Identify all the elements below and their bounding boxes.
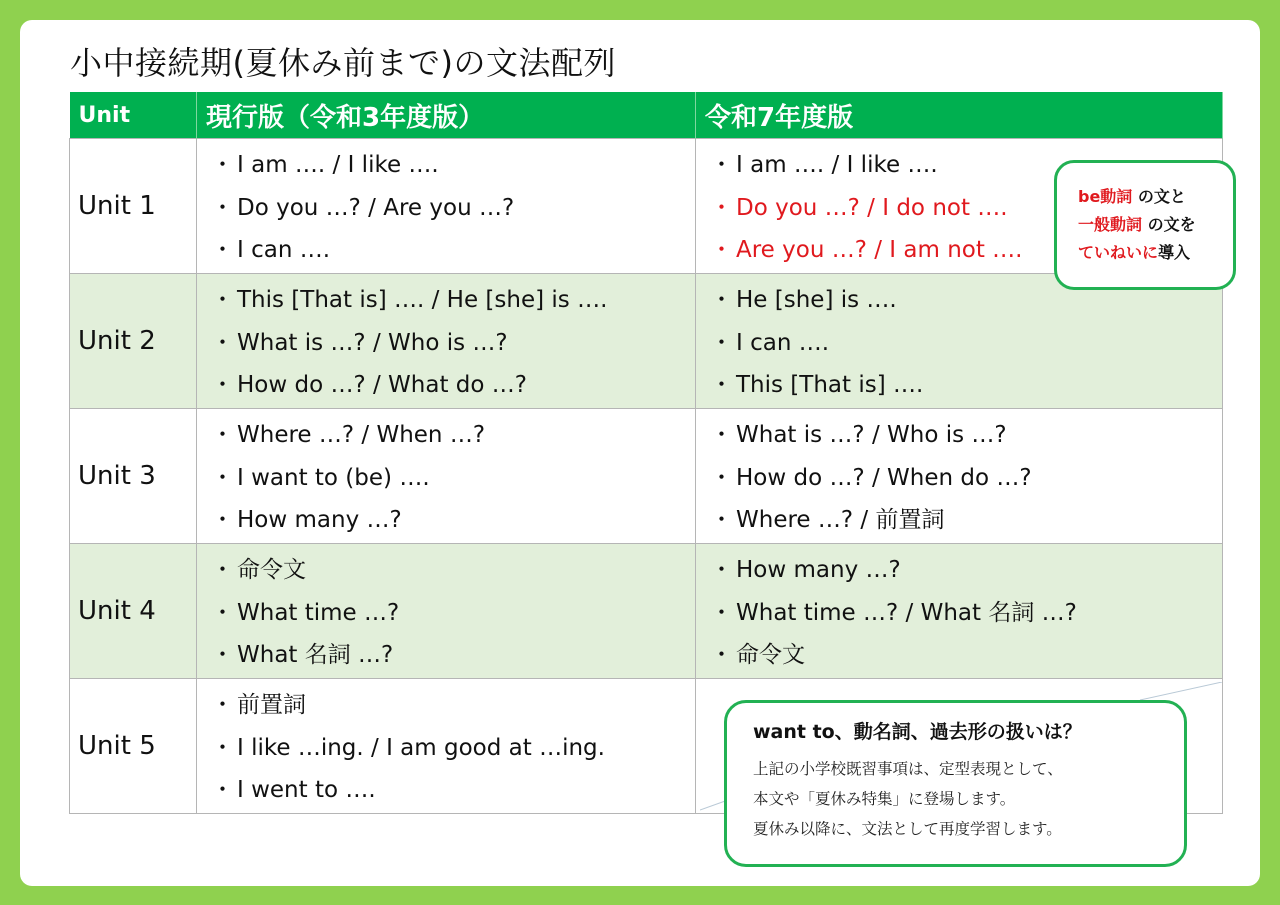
be-verb-callout [1054, 160, 1236, 290]
grammar-item: ・ Where …? / 前置詞 [710, 507, 945, 534]
unit-label: Unit 4 [70, 544, 197, 679]
current-cell [197, 679, 696, 814]
grammar-item-highlight: ・ Are you …? / I am not …. [710, 237, 1023, 264]
header-current-edition: 現行版（令和3年度版） [197, 92, 696, 139]
grammar-item: ・ 命令文 [710, 642, 805, 669]
grammar-item: ・ What time …? / What 名詞 …? [710, 599, 1077, 626]
note-line: 上記の小学校既習事項は、定型表現として、 [753, 760, 1063, 778]
table-row-unit2 [70, 274, 1223, 409]
note-title: want to、動名詞、過去形の扱いは？ [753, 721, 1082, 743]
grammar-item: ・ This [That is] …. / He [she] is …. [211, 287, 608, 314]
page-title: 小中接続期(夏休み前まで)の文法配列 [70, 44, 616, 82]
grammar-item: ・ I can …. [211, 237, 331, 264]
new-cell [696, 544, 1223, 679]
current-cell [197, 139, 696, 274]
grammar-item: ・ This [That is] …. [710, 372, 924, 399]
grammar-item: ・ 前置詞 [211, 692, 306, 719]
grammar-item: ・ I am …. / I like …. [211, 152, 439, 179]
header-unit: Unit [70, 92, 197, 139]
grammar-item: ・ He [she] is …. [710, 287, 897, 314]
grammar-item: ・ Where …? / When …? [211, 422, 486, 449]
table-row-unit3 [70, 409, 1223, 544]
grammar-item: ・ I am …. / I like …. [710, 152, 938, 179]
table-row-unit1 [70, 139, 1223, 274]
grammar-item: ・ How do …? / When do …? [710, 464, 1032, 491]
callout-line: 一般動詞 の文を [1078, 215, 1196, 234]
note-body [753, 754, 1184, 844]
grammar-item: ・ 命令文 [211, 557, 306, 584]
current-cell [197, 544, 696, 679]
grammar-item: ・ What is …? / Who is …? [710, 422, 1007, 449]
grammar-item: ・ What is …? / Who is …? [211, 329, 508, 356]
unit-label: Unit 3 [70, 409, 197, 544]
current-cell [197, 409, 696, 544]
grammar-item: ・ How do …? / What do …? [211, 372, 527, 399]
grammar-item-highlight: ・ Do you …? / I do not …. [710, 194, 1008, 221]
note-line: 本文や「夏休み特集」に登場します。 [753, 790, 1016, 808]
grammar-item: ・ What time …? [211, 599, 400, 626]
table-header-row [70, 92, 1223, 139]
table-row-unit4 [70, 544, 1223, 679]
unit-label: Unit 1 [70, 139, 197, 274]
grammar-item: ・ I can …. [710, 329, 830, 356]
note-line: 夏休み以降に、文法として再度学習します。 [753, 820, 1062, 838]
unit-label: Unit 2 [70, 274, 197, 409]
grammar-item: ・ I want to (be) …. [211, 464, 430, 491]
grammar-item: ・ What 名詞 …? [211, 642, 394, 669]
current-cell [197, 274, 696, 409]
note-callout [724, 700, 1187, 867]
header-new-edition: 令和7年度版 [696, 92, 1223, 139]
new-cell [696, 409, 1223, 544]
grammar-item: ・ Do you …? / Are you …? [211, 194, 515, 221]
grammar-item: ・ I like …ing. / I am good at …ing. [211, 734, 605, 761]
grammar-item: ・ I went to …. [211, 777, 376, 804]
unit-label: Unit 5 [70, 679, 197, 814]
new-cell [696, 274, 1223, 409]
callout-line: be動詞 の文と [1078, 187, 1186, 206]
grammar-item: ・ How many …? [211, 507, 402, 534]
grammar-item: ・ How many …? [710, 557, 901, 584]
callout-line: ていねいに導入 [1078, 243, 1191, 262]
